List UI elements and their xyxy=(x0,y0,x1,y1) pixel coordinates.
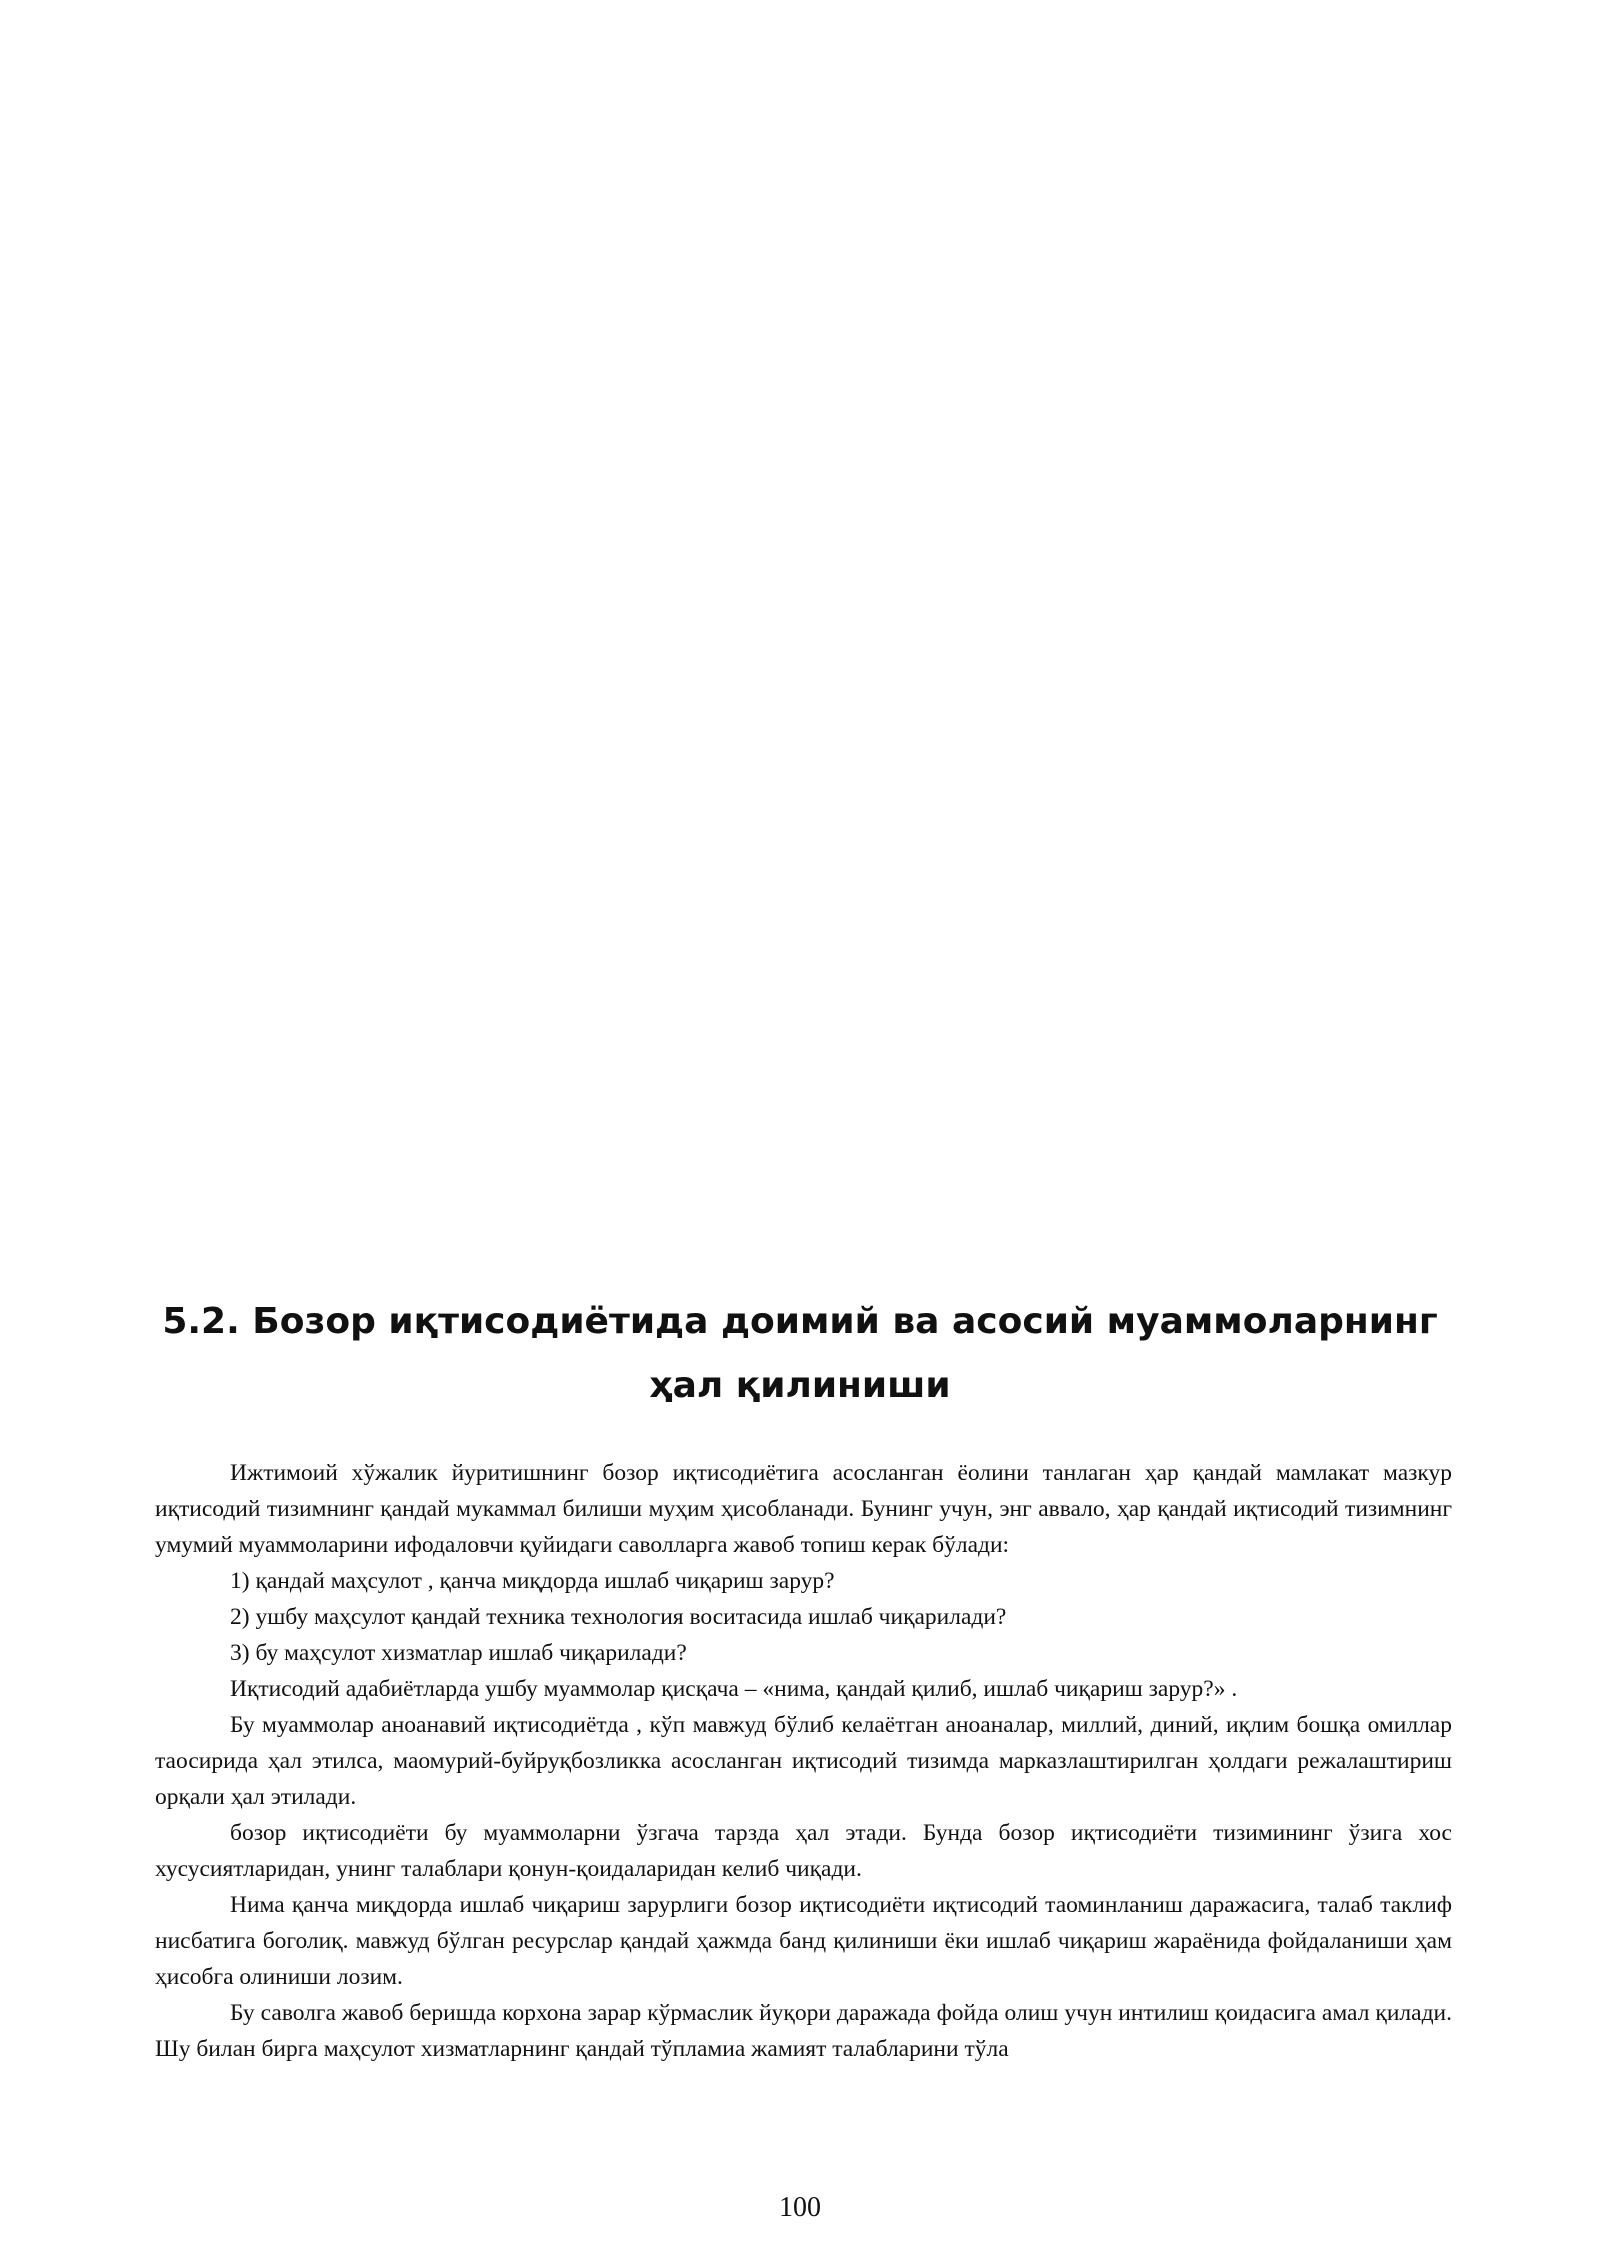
section-heading-line-2: ҳал қилиниши xyxy=(649,1365,951,1406)
section-heading-line-1: 5.2. Бозор иқтисодиётида доимий ва асосий муаммоларнинг xyxy=(162,1301,1438,1342)
body-text xyxy=(155,1455,1452,2067)
section-heading xyxy=(150,1290,1450,1418)
list-item-1: 1) қандай маҳсулот , қанча миқдорда ишлаб чиқариш зарур? xyxy=(230,1568,835,1594)
paragraph-intro: Ижтимоий хўжалик йуритишнинг бозор иқтисодиётига асосланган ёолини танлаган ҳар қандай мамлакат мазкур иқтисодий тизимнинг қандай мукаммал билиши муҳим ҳисобланади. Бунинг учун, энг аввало, ҳар қандай иқтисодий тизимнинг умумий муаммоларини ифодаловчи қуйидаги саволларга жавоб топиш керак бўлади: xyxy=(155,1460,1452,1558)
paragraph-traditional-economy: Бу муаммолар аноанавий иқтисодиётда , кўп мавжуд бўлиб келаётган аноаналар, миллий, диний, иқлим бошқа омиллар таосирида ҳал этилса, маомурий-буйруқбозликка асосланган иқтисодий тизимда марказлаштирилган ҳолдаги режалаштириш орқали ҳал этилади. xyxy=(155,1712,1452,1810)
paragraph-what-quantity: Нима қанча миқдорда ишлаб чиқариш зарурлиги бозор иқтисодиёти иқтисодий таоминланиш даражасига, талаб таклиф нисбатига боголиқ. мавжуд бўлган ресурслар қандай ҳажмда банд қилиниши ёки ишлаб чиқариш жараёнида фойдаланиши ҳам ҳисобга олиниши лозим. xyxy=(155,1892,1452,1990)
list-item-2: 2) ушбу маҳсулот қандай техника технология воситасида ишлаб чиқарилади? xyxy=(230,1604,1007,1630)
list-item-3: 3) бу маҳсулот хизматлар ишлаб чиқарилади? xyxy=(230,1640,687,1666)
paragraph-summary: Иқтисодий адабиётларда ушбу муаммолар қисқача – «нима, қандай қилиб, ишлаб чиқариш зарур?» . xyxy=(230,1676,1238,1702)
page-number: 100 xyxy=(779,2192,821,2223)
paragraph-market-economy: бозор иқтисодиёти бу муаммоларни ўзгача тарзда ҳал этади. Бунда бозор иқтисодиёти тизимининг ўзига хос хусусиятларидан, унинг талаблари қонун-қоидаларидан келиб чиқади. xyxy=(155,1820,1452,1882)
paragraph-enterprise-profit: Бу саволга жавоб беришда корхона зарар кўрмаслик йуқори даражада фойда олиш учун интилиш қоидасига амал қилади. Шу билан бирга маҳсулот хизматларнинг қандай тўпламиа жамият талабларини тўла xyxy=(155,2000,1452,2062)
